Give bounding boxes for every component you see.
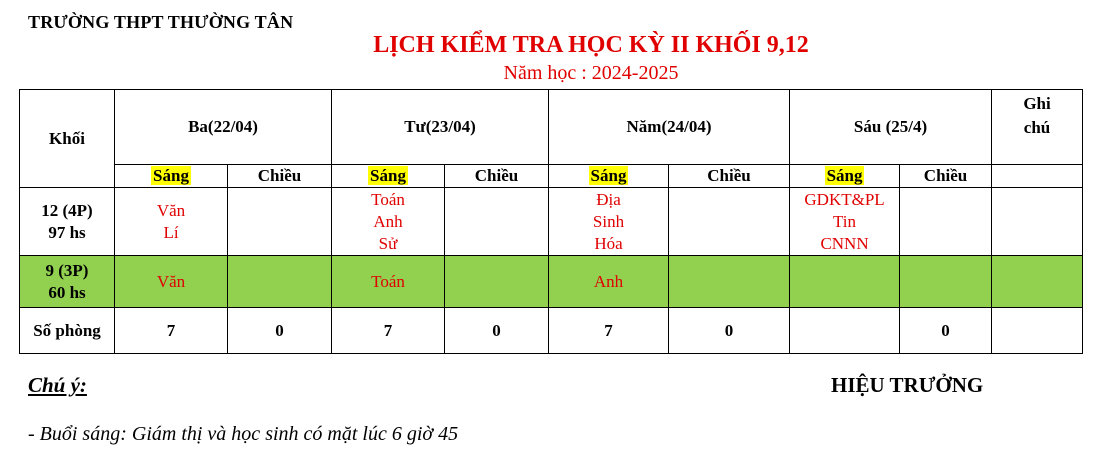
rooms-tue-morning: 7: [115, 308, 228, 354]
rooms-thu-morning: 7: [549, 308, 669, 354]
note-cell: [992, 256, 1083, 308]
exam-schedule-table: [19, 89, 1083, 354]
subjects-wed-morning: Toán Anh Sử: [332, 188, 445, 256]
header-row-sessions: [20, 165, 1083, 188]
subjects-wed-morning: Toán: [332, 256, 445, 308]
subjects-fri-morning: GDKT&PL Tin CNNN: [790, 188, 900, 256]
rooms-wed-morning: 7: [332, 308, 445, 354]
principal-signature-label: HIỆU TRƯỞNG: [831, 373, 984, 397]
school-name: TRƯỜNG THPT THƯỜNG TÂN: [28, 12, 294, 32]
day-header-thu: Năm(24/04): [549, 90, 790, 165]
table-row-grade-9: [20, 256, 1083, 308]
rooms-wed-afternoon: 0: [445, 308, 549, 354]
rooms-tue-afternoon: 0: [228, 308, 332, 354]
note-cell: [992, 188, 1083, 256]
row-label-grade-12: 12 (4P) 97 hs: [20, 188, 115, 256]
subjects-thu-morning: Anh: [549, 256, 669, 308]
day-header-wed: Tư(23/04): [332, 90, 549, 165]
empty-cell: [790, 256, 900, 308]
session-afternoon: Chiều: [445, 165, 549, 188]
empty-cell: [669, 256, 790, 308]
session-morning: Sáng: [332, 165, 445, 188]
note-line: - Buổi sáng: Giám thị và học sinh có mặt lúc 6 giờ 45: [28, 423, 459, 445]
note-cell: [992, 308, 1083, 354]
row-label-rooms: Số phòng: [20, 308, 115, 354]
note-header-line2: chú: [1023, 118, 1051, 137]
subjects-tue-morning: Văn Lí: [115, 188, 228, 256]
session-morning: Sáng: [549, 165, 669, 188]
empty-cell: [790, 308, 900, 354]
empty-cell: [900, 188, 992, 256]
khoi-header: Khối: [20, 90, 115, 188]
subjects-tue-morning: Văn: [115, 256, 228, 308]
row-label-grade-9: 9 (3P) 60 hs: [20, 256, 115, 308]
day-header-tue: Ba(22/04): [115, 90, 332, 165]
note-header-line1: Ghi: [1023, 94, 1051, 113]
empty-cell: [228, 188, 332, 256]
note-title: Chú ý:: [28, 373, 87, 397]
subjects-thu-morning: Địa Sinh Hóa: [549, 188, 669, 256]
session-afternoon: Chiều: [669, 165, 790, 188]
empty-cell: [445, 188, 549, 256]
schedule-title: LỊCH KIỂM TRA HỌC KỲ II KHỐI 9,12: [373, 32, 809, 58]
empty-cell: [228, 256, 332, 308]
note-cell: [992, 165, 1083, 188]
table-row-rooms: [20, 308, 1083, 354]
empty-cell: [669, 188, 790, 256]
rooms-fri-afternoon: 0: [900, 308, 992, 354]
session-afternoon: Chiều: [900, 165, 992, 188]
empty-cell: [445, 256, 549, 308]
session-afternoon: Chiều: [228, 165, 332, 188]
table-row-grade-12: [20, 188, 1083, 256]
school-year: Năm học : 2024-2025: [503, 62, 679, 84]
rooms-thu-afternoon: 0: [669, 308, 790, 354]
note-header: [992, 90, 1083, 165]
session-morning: Sáng: [115, 165, 228, 188]
header-row-days: [20, 90, 1083, 165]
empty-cell: [900, 256, 992, 308]
day-header-fri: Sáu (25/4): [790, 90, 992, 165]
session-morning: Sáng: [790, 165, 900, 188]
